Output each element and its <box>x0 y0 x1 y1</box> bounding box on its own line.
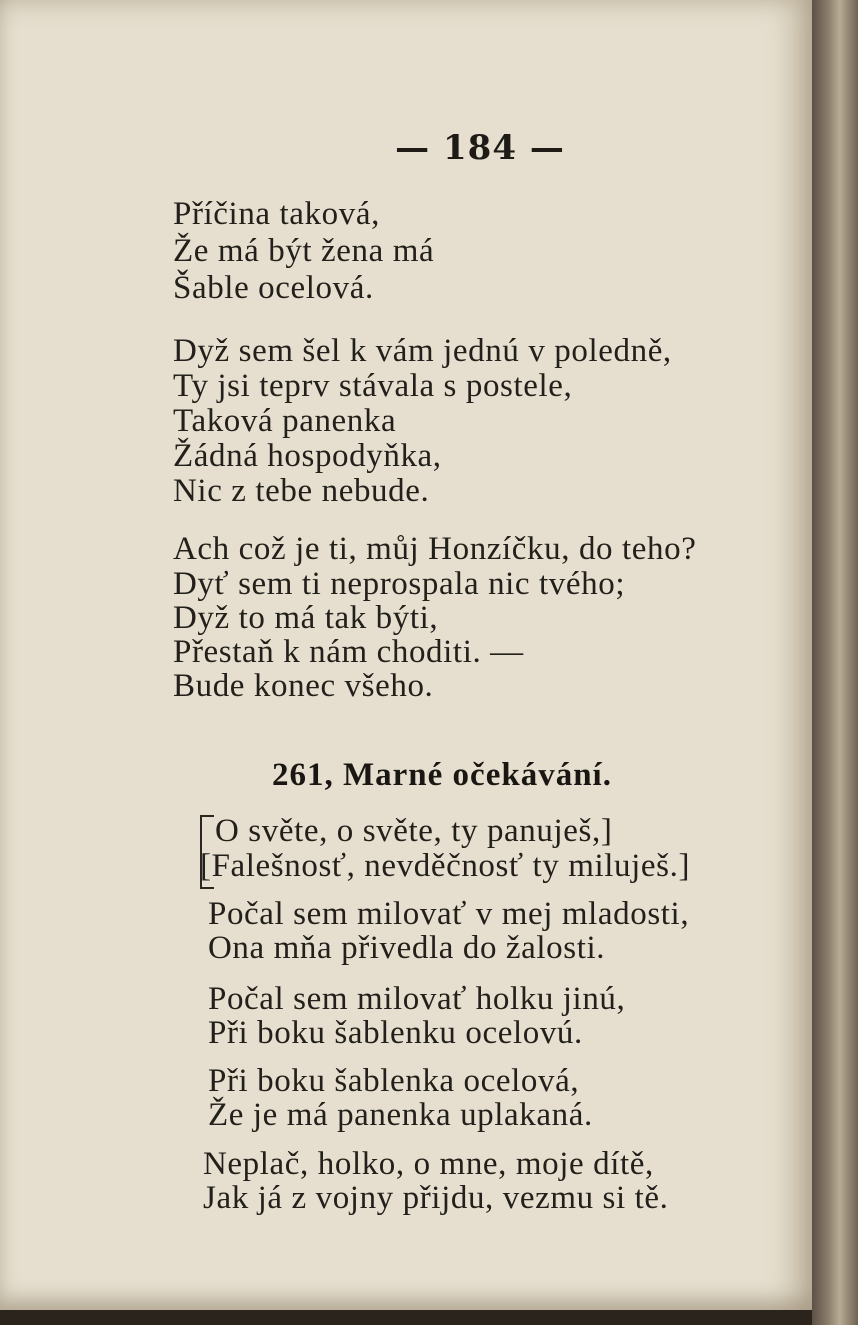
poem-line: Příčina taková, <box>173 196 380 232</box>
poem-line: Bude konec všeho. <box>173 668 434 704</box>
poem-line: Že má být žena má <box>173 233 435 269</box>
refrain-line: [Falešnosť, nevděčnosť ty miluješ.] <box>200 848 691 884</box>
song-line: Při boku šablenka ocelová, <box>208 1063 580 1099</box>
song-line: Ona mňa přivedla do žalosti. <box>208 930 606 966</box>
song-line: Počal sem milovať holku jinú, <box>208 981 626 1017</box>
song-line: Jak já z vojny přijdu, vezmu si tě. <box>203 1180 669 1216</box>
song-line: Počal sem milovať v mej mladosti, <box>208 896 690 932</box>
song-line: Neplač, holko, o mne, moje dítě, <box>203 1146 654 1182</box>
poem-line: Ach což je ti, můj Honzíčku, do teho? <box>173 531 697 567</box>
poem-line: Dyť sem ti neprospala nic tvého; <box>173 566 626 602</box>
poem-line: Šable ocelová. <box>173 270 374 306</box>
song-title: 261, Marné očekávání. <box>272 757 612 793</box>
page-number: — 184 — <box>395 128 565 168</box>
poem-line: Ty jsi teprv stávala s postele, <box>173 368 573 404</box>
poem-line: Dyž sem šel k vám jednú v poledně, <box>173 333 672 369</box>
song-line: Že je má panenka uplakaná. <box>208 1097 593 1133</box>
poem-line: Žádná hospodyňka, <box>173 438 442 474</box>
song-line: Při boku šablenku ocelovú. <box>208 1015 583 1051</box>
refrain-line: O světe, o světe, ty panuješ,] <box>215 813 613 849</box>
page-bottom-edge <box>0 1310 812 1325</box>
poem-line: Nic z tebe nebude. <box>173 473 430 509</box>
poem-line: Přestaň k nám choditi. — <box>173 634 524 670</box>
poem-line: Dyž to má tak býti, <box>173 600 439 636</box>
book-gutter <box>812 0 858 1325</box>
poem-line: Taková panenka <box>173 403 397 439</box>
